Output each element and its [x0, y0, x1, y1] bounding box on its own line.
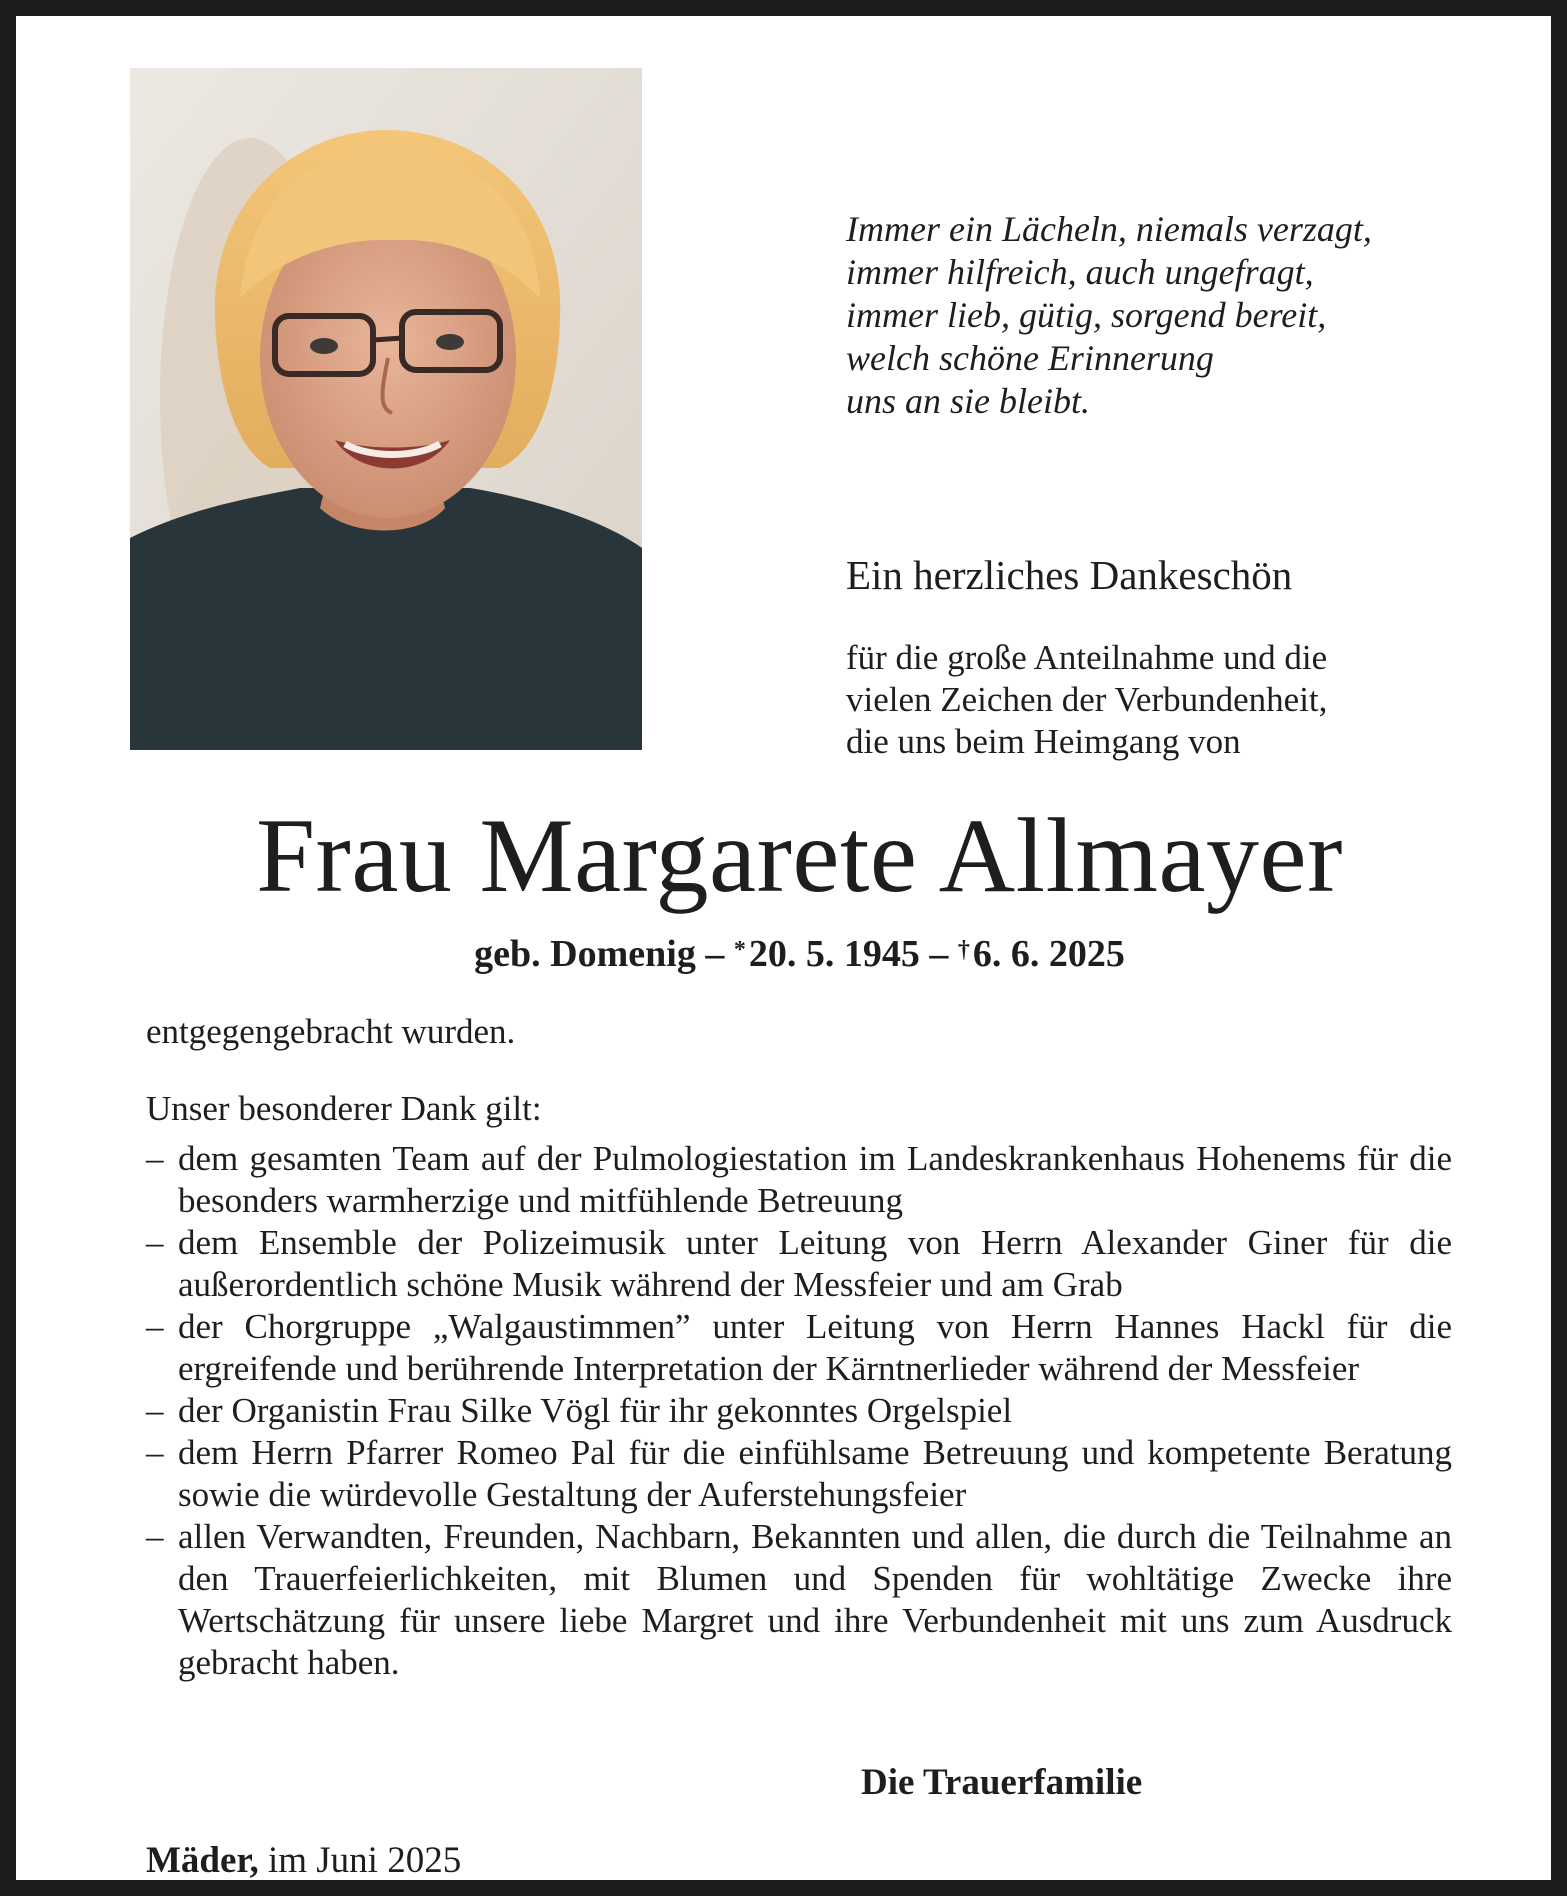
list-item — [146, 1516, 1452, 1684]
list-item — [146, 1390, 1452, 1432]
date-separator: – — [705, 933, 725, 975]
list-item-text: dem Ensemble der Polizeimusik unter Leitung von Herrn Alexander Giner für die außerordentlich schöne Musik während der Messfeier und am Grab — [178, 1223, 1452, 1304]
continuation-text: entgegengebracht wurden. — [146, 1012, 516, 1051]
thanks-intro-line: die uns beim Heimgang von — [846, 722, 1241, 761]
list-item-text: der Organistin Frau Silke Vögl für ihr gekonntes Orgelspiel — [178, 1391, 1013, 1430]
poem-line: uns an sie bleibt. — [846, 381, 1090, 421]
memorial-poem — [846, 208, 1526, 423]
list-item-text: dem gesamten Team auf der Pulmologiestation im Landeskrankenhaus Hohenems für die besonders warmherzige und mitfühlende Betreuung — [178, 1139, 1452, 1220]
deceased-name: Frau Margarete Allmayer — [256, 797, 1343, 914]
list-item-text: dem Herrn Pfarrer Romeo Pal für die einfühlsame Betreuung und kompetente Beratung sowie die würdevolle Gestaltung der Auferstehungsfeier — [178, 1433, 1452, 1514]
list-item-text: der Chorgruppe „Walgaustimmen” unter Leitung von Herrn Hannes Hackl für die ergreifende und berührende Interpretation der Kärntnerlieder während der Messfeier — [178, 1307, 1452, 1388]
birth-symbol: * — [733, 937, 746, 963]
list-dash: – — [146, 1517, 164, 1556]
place-date — [146, 1839, 461, 1883]
birth-date: 20. 5. 1945 — [748, 933, 920, 975]
thanks-intro-line: für die große Anteilnahme und die — [846, 638, 1328, 677]
death-date: 6. 6. 2025 — [972, 933, 1125, 975]
life-dates — [16, 931, 1567, 977]
list-item-text: allen Verwandten, Freunden, Nachbarn, Bekannten und allen, die durch die Teilnahme an den Trauerfeierlichkeiten, mit Blumen und Spenden für wohltätige Zwecke ihre Wertschätzung für unsere liebe Margret und ihre Verbundenheit mit uns zum Ausdruck gebracht haben. — [178, 1517, 1452, 1682]
death-symbol: † — [957, 937, 970, 963]
thanks-intro-line: vielen Zeichen der Verbundenheit, — [846, 680, 1328, 719]
list-dash: – — [146, 1391, 164, 1430]
list-item — [146, 1432, 1452, 1516]
poem-line: immer hilfreich, auch ungefragt, — [846, 252, 1314, 292]
list-dash: – — [146, 1223, 164, 1262]
family-signature: Die Trauerfamilie — [861, 1762, 1143, 1803]
list-item — [146, 1222, 1452, 1306]
poem-line: Immer ein Lächeln, niemals verzagt, — [846, 209, 1372, 249]
list-dash: – — [146, 1307, 164, 1346]
thanks-intro — [846, 637, 1526, 763]
date: im Juni 2025 — [267, 1840, 462, 1881]
poem-line: welch schöne Erinnerung — [846, 338, 1214, 378]
date-separator: – — [929, 933, 949, 975]
list-dash: – — [146, 1139, 164, 1178]
portrait-photo — [130, 68, 642, 750]
list-item — [146, 1306, 1452, 1390]
maiden-name: geb. Domenig — [474, 933, 696, 975]
place: Mäder, — [146, 1840, 259, 1881]
list-dash: – — [146, 1433, 164, 1472]
thanks-list — [146, 1138, 1452, 1684]
poem-line: immer lieb, gütig, sorgend bereit, — [846, 295, 1327, 335]
thanks-heading: Ein herzliches Dankeschön — [846, 552, 1293, 598]
special-thanks-intro: Unser besonderer Dank gilt: — [146, 1089, 542, 1128]
list-item — [146, 1138, 1452, 1222]
